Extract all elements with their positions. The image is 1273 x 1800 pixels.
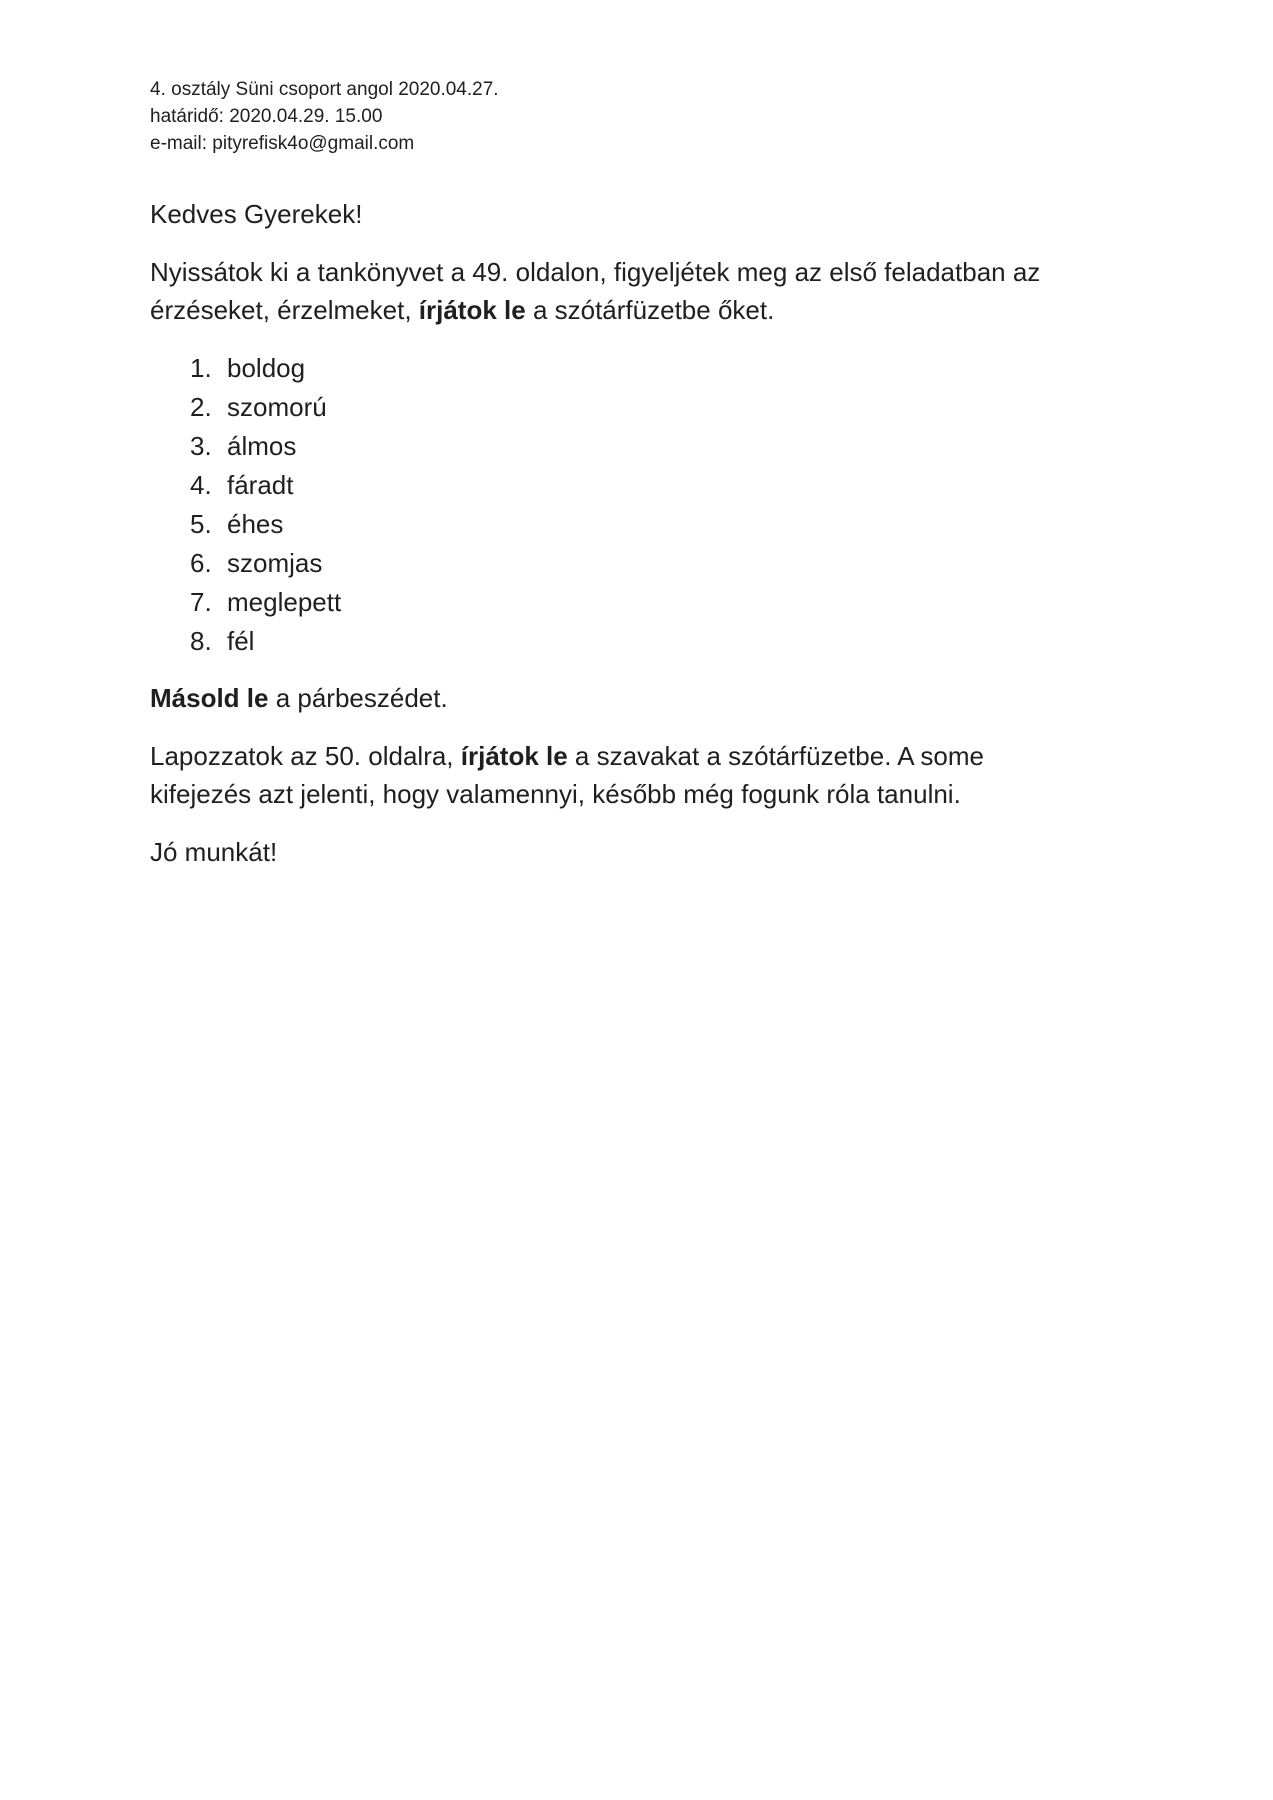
list-item-number: 6. <box>190 548 212 578</box>
task2-rest: a párbeszédet. <box>268 683 448 713</box>
list-item-number: 7. <box>190 587 212 617</box>
list-item <box>150 622 1213 661</box>
list-item-word: fáradt <box>227 470 294 500</box>
feelings-word-list <box>150 349 1213 661</box>
task1-line2-end: a szótárfüzetbe őket. <box>525 295 775 325</box>
list-item-word: éhes <box>227 509 284 539</box>
list-item-word: szomjas <box>227 548 323 578</box>
task2-paragraph <box>150 679 1213 717</box>
task3-line1 <box>150 741 984 771</box>
list-item-word: fél <box>227 626 255 656</box>
task2-bold-instruction: Másold le <box>150 683 269 713</box>
list-item-word: álmos <box>227 431 297 461</box>
list-item <box>150 427 1213 466</box>
list-item-number: 8. <box>190 626 212 656</box>
task1-line2 <box>150 295 774 325</box>
list-item-number: 4. <box>190 470 212 500</box>
list-item-word: meglepett <box>227 587 342 617</box>
document-content <box>0 0 1273 871</box>
task3-paragraph <box>150 737 1213 813</box>
list-item <box>150 466 1213 505</box>
closing-text: Jó munkát! <box>150 837 278 867</box>
task1-line2-start: érzéseket, érzelmeket, <box>150 295 419 325</box>
list-item <box>150 583 1213 622</box>
list-item <box>150 544 1213 583</box>
list-item-word: szomorú <box>227 392 327 422</box>
list-item <box>150 505 1213 544</box>
list-item-number: 3. <box>190 431 212 461</box>
task1-bold-instruction: írjátok le <box>418 295 526 325</box>
greeting-text: Kedves Gyerekek! <box>150 199 363 229</box>
greeting <box>150 195 1213 233</box>
task2-line <box>150 683 448 713</box>
document-header <box>150 76 1213 157</box>
list-item-word: boldog <box>227 353 306 383</box>
header-class-line: 4. osztály Süni csoport angol 2020.04.27. <box>150 79 499 100</box>
header-deadline-line: határidő: 2020.04.29. 15.00 <box>150 106 383 127</box>
task1-line1: Nyissátok ki a tankönyvet a 49. oldalon, figyeljétek meg az első feladatban az <box>150 257 1041 287</box>
task1-paragraph <box>150 253 1213 329</box>
list-item-number: 1. <box>190 353 212 383</box>
task3-line2: kifejezés azt jelenti, hogy valamennyi, később még fogunk róla tanulni. <box>150 779 961 809</box>
list-item-number: 5. <box>190 509 212 539</box>
list-item <box>150 388 1213 427</box>
header-email-line: e-mail: pityrefisk4o@gmail.com <box>150 133 415 154</box>
task3-line1-start: Lapozzatok az 50. oldalra, <box>150 741 461 771</box>
list-item <box>150 349 1213 388</box>
task3-bold-instruction: írjátok le <box>460 741 568 771</box>
closing <box>150 833 1213 871</box>
list-item-number: 2. <box>190 392 212 422</box>
task3-line1-end: a szavakat a szótárfüzetbe. A some <box>567 741 984 771</box>
